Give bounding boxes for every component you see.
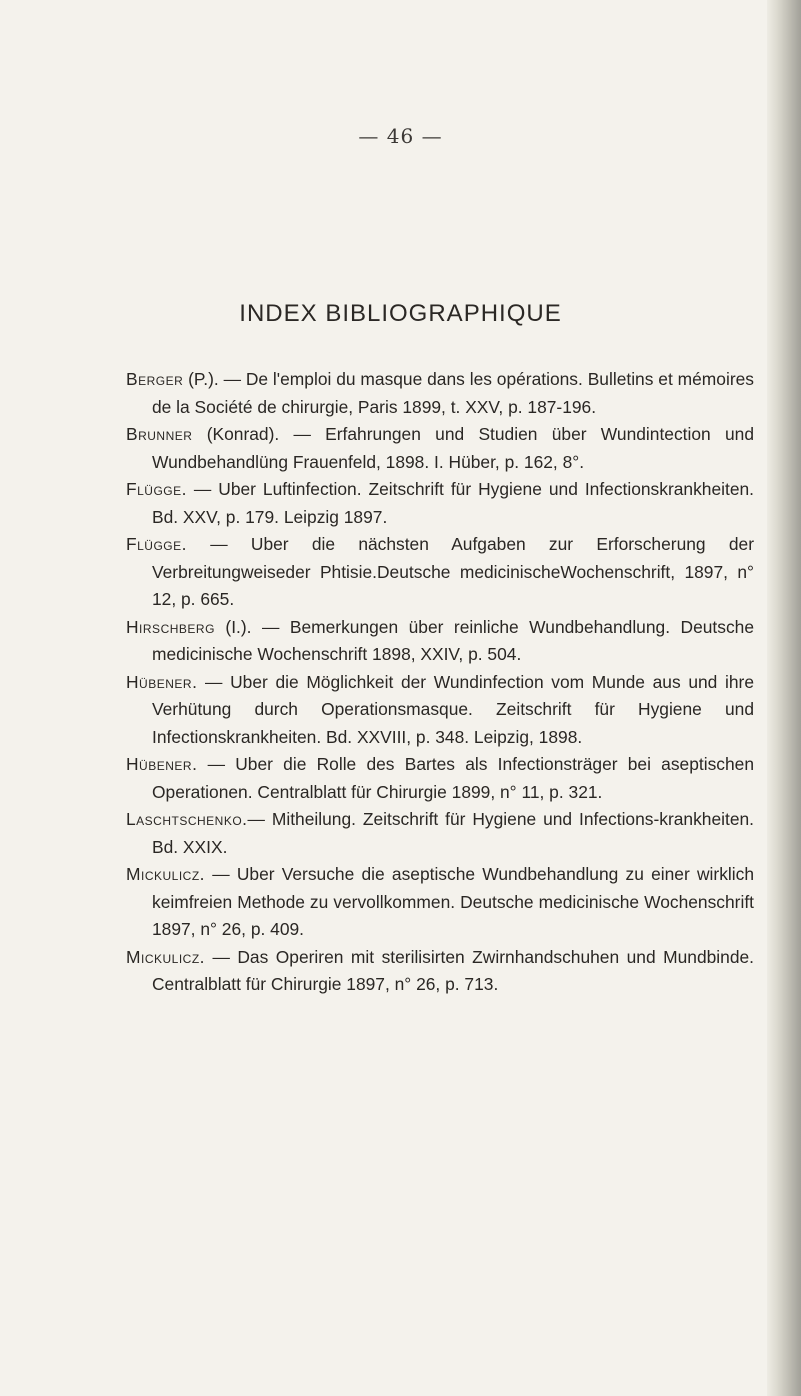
entry-text: — Uber Versuche die aseptische Wundbehandlung zu einer wirklich keimfreien Methode zu vervollkommen. Deutsche medicinische Wochenschrift 1897, n° 26, p. 409. — [152, 864, 754, 939]
entry-author: Hübener. — [126, 671, 198, 692]
entry-author: Flügge. — [126, 479, 187, 499]
entry-author: Mickulicz. — [126, 946, 205, 967]
entry-author: Hübener. — [126, 754, 198, 774]
entry-text: — Uber die nächsten Aufgaben zur Erforscherung der Verbreitungweiseder Phtisie.Deutsche medicinischeWochenschrift, 1897, n° 12, p. 665. — [152, 534, 754, 609]
bibliography-entry — [126, 944, 754, 999]
entry-text: — Uber Luftinfection. Zeitschrift für Hygiene und Infectionskrankheiten. Bd. XXV, p. 179. Leipzig 1897. — [152, 479, 754, 527]
bibliography-entry — [126, 806, 754, 861]
bibliography-entry — [126, 531, 754, 614]
entry-text: — Uber die Rolle des Bartes als Infectionsträger bei aseptischen Operationen. Centralblatt für Chirurgie 1899, n° 11, p. 321. — [152, 754, 754, 802]
entry-text: (Konrad). — Erfahrungen und Studien über Wundintection und Wundbehandlüng Frauenfeld, 1898. I. Hüber, p. 162, 8°. — [152, 424, 754, 472]
bibliography-entry — [126, 421, 754, 476]
bibliography-entry — [126, 669, 754, 752]
entry-author: Flügge. — [126, 534, 187, 554]
bibliography-entry — [126, 476, 754, 531]
entry-author: Berger — [126, 369, 184, 389]
entry-author: Brunner — [126, 424, 193, 444]
entry-text: — Uber die Möglichkeit der Wundinfection vom Munde aus und ihre Verhütung durch Operationsmasque. Zeitschrift für Hygiene und Infectionskrankheiten. Bd. XXVIII, p. 348. Leipzig, 1898. — [152, 671, 754, 747]
page-number: — 46 — — [358, 124, 443, 148]
entry-text: — Mitheilung. Zeitschrift für Hygiene und Infections-krankheiten. Bd. XXIX. — [152, 809, 754, 857]
bibliography-entry — [126, 614, 754, 669]
entry-author: Laschtschenko. — [126, 809, 248, 829]
bibliography-entry — [126, 751, 754, 806]
page-edge-shadow — [767, 0, 801, 1396]
bibliography-entry — [126, 366, 754, 421]
bibliography-list — [126, 366, 754, 999]
page-heading: INDEX BIBLIOGRAPHIQUE — [239, 300, 562, 327]
entry-text: — Das Operiren mit sterilisirten Zwirnhandschuhen und Mundbinde. Centralblatt für Chirurgie 1897, n° 26, p. 713. — [152, 946, 754, 994]
entry-text: (I.). — Bemerkungen über reinliche Wundbehandlung. Deutsche medicinische Wochenschrift 1898, XXIV, p. 504. — [152, 616, 754, 664]
bibliography-entry — [126, 861, 754, 944]
entry-author: Hirschberg — [126, 616, 215, 637]
entry-text: (P.). — De l'emploi du masque dans les opérations. Bulletins et mémoires de la Société de chirurgie, Paris 1899, t. XXV, p. 187-196. — [152, 369, 754, 417]
entry-author: Mickulicz. — [126, 864, 205, 884]
